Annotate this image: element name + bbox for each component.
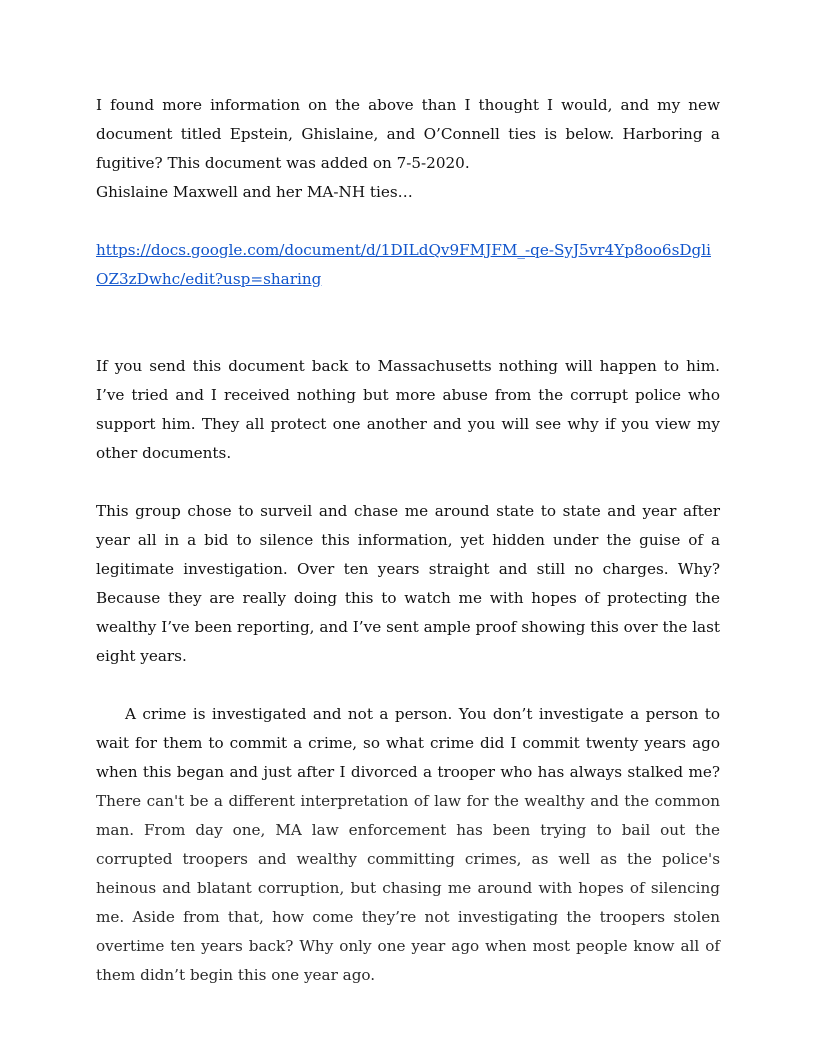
paragraph-surveil: This group chose to surveil and chase me around state to state and year after year all in a bid to silence this information, yet hidden under the guise of a legitimate investigation. Over ten years straight and still no charges. Why? Because they are really doing this to watch me with hopes of protecting the wealthy I’ve been reporting, and I’ve sent ample proof showing this over the last eight years.: [96, 502, 720, 665]
spacer: [96, 671, 720, 700]
spacer: [96, 468, 720, 497]
paragraph-ghislaine-heading: Ghislaine Maxwell and her MA-NH ties…: [96, 183, 413, 201]
link-paragraph: [96, 236, 720, 294]
google-doc-link[interactable]: https://docs.google.com/document/d/1DILdQv9FMJFM_-qe-SyJ5vr4Yp8oo6sDgliOZ3zDwhc/edit?usp=sharing: [96, 241, 711, 288]
spacer: [96, 294, 720, 352]
paragraph-crime: [96, 700, 720, 990]
document-page: [96, 91, 720, 990]
paragraph-intro: I found more information on the above than I thought I would, and my new document titled Epstein, Ghislaine, and O’Connell ties is below. Harboring a fugitive? This document was added on 7-5-2020.: [96, 96, 720, 172]
spacer: [96, 207, 720, 236]
paragraph-massachusetts: If you send this document back to Massachusetts nothing will happen to him. I’ve tried and I received nothing but more abuse from the corrupt police who support him. They all protect one another and you will see why if you view my other documents.: [96, 357, 720, 462]
paragraph-crime-part2: There can't be a different interpretation of law for the wealthy and the common man. From day one, MA law enforcement has been trying to bail out the corrupted troopers and wealthy committing crimes, as well as the police's heinous and blatant corruption, but chasing me around with hopes of silencing me. Aside from that, how come they’re not investigating the troopers stolen overtime ten years back? Why only one year ago when most people know all of them didn’t begin this one year ago.: [96, 792, 720, 984]
paragraph-crime-part1: A crime is investigated and not a person. You don’t investigate a person to wait for them to commit a crime, so what crime did I commit twenty years ago when this began and just after I divorced a trooper who has always stalked me?: [96, 705, 720, 781]
